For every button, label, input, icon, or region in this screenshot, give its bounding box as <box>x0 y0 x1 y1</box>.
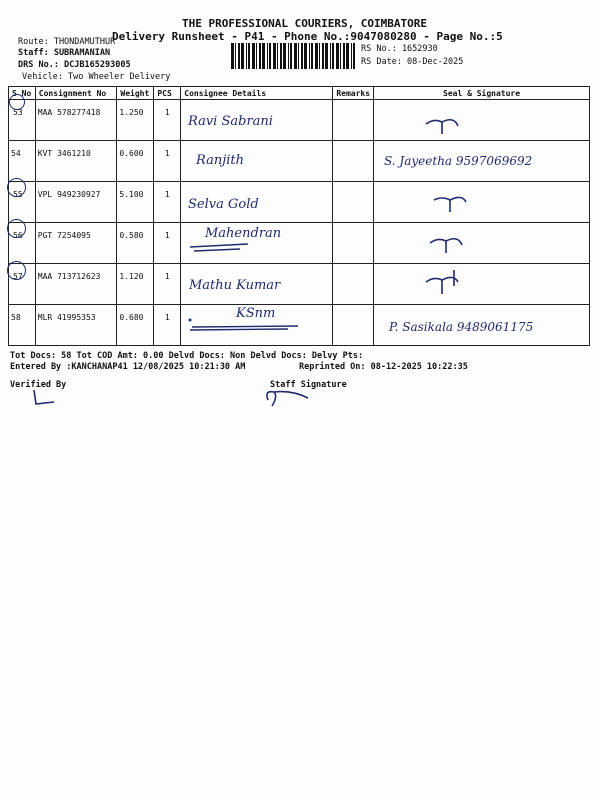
rs-date: RS Date: 08-Dec-2025 <box>361 57 464 67</box>
consignee-handwriting-53: Ravi Sabrani <box>188 114 273 129</box>
cell-pcs-text: 1 <box>164 108 170 117</box>
col-consignment: Consignment No <box>35 87 117 100</box>
cell-remarks <box>333 264 374 305</box>
cell-weight-text: 0.580 <box>119 231 144 240</box>
cell-sno-text: 55 <box>13 190 23 199</box>
totals-line: Tot Docs: 58 Tot COD Amt: 0.00 Delvd Docs: Non Delvd Docs: Delvy Pts: <box>10 351 364 361</box>
cell-consignment <box>35 141 117 182</box>
barcode <box>231 43 355 69</box>
col-pcs: PCS <box>154 87 181 100</box>
reprinted-on: Reprinted On: 08-12-2025 10:22:35 <box>299 362 468 372</box>
col-consignee: Consignee Details <box>181 87 333 100</box>
cell-pcs <box>154 305 181 346</box>
cell-weight <box>117 264 154 305</box>
col-weight: Weight <box>117 87 154 100</box>
cell-consignment-text: MAA 578277418 <box>37 108 101 117</box>
consignee-handwriting-58: KSnm <box>236 306 276 321</box>
cell-consignment <box>35 100 117 141</box>
cell-weight-text: 0.680 <box>119 313 144 322</box>
cell-weight <box>117 100 154 141</box>
col-remarks: Remarks <box>333 87 374 100</box>
cell-seal <box>374 264 590 305</box>
cell-weight-text: 1.250 <box>119 108 144 117</box>
cell-consignment <box>35 305 117 346</box>
cell-consignment-text: VPL 949230927 <box>37 190 101 199</box>
staff-signature-label: Staff Signature <box>270 380 347 390</box>
cell-seal <box>374 182 590 223</box>
cell-sno-text: 53 <box>13 108 23 117</box>
signature-mark-56 <box>428 233 468 257</box>
cell-weight-text: 1.120 <box>119 272 144 281</box>
cell-pcs <box>154 264 181 305</box>
consignee-handwriting-54: Ranjith <box>196 153 244 168</box>
table-row <box>9 264 590 305</box>
drs-label: DRS No.: DCJB165293005 <box>18 60 131 70</box>
cell-remarks <box>333 182 374 223</box>
staff-signature <box>262 386 312 412</box>
cell-pcs <box>154 182 181 223</box>
cell-pcs-text: 1 <box>164 272 170 281</box>
cell-weight-text: 0.600 <box>119 149 144 158</box>
verified-by-label: Verified By <box>10 380 67 390</box>
seal-handwriting-58: P. Sasikala 9489061175 <box>389 320 534 334</box>
cell-sno-text: 57 <box>13 272 23 281</box>
signature-mark-55 <box>432 192 472 216</box>
table-row <box>9 223 590 264</box>
cell-pcs-text: 1 <box>164 149 170 158</box>
cell-pcs-text: 1 <box>164 231 170 240</box>
cell-sno <box>9 141 36 182</box>
cell-pcs <box>154 223 181 264</box>
runsheet-title: Delivery Runsheet - P41 - Phone No.:9047080280 - Page No.:5 <box>112 30 503 43</box>
cell-weight <box>117 141 154 182</box>
cell-consignment <box>35 182 117 223</box>
cell-consignment <box>35 223 117 264</box>
cell-seal <box>374 100 590 141</box>
cell-pcs <box>154 141 181 182</box>
signature-mark-53 <box>424 114 464 138</box>
staff-label: Staff: SUBRAMANIAN <box>18 48 111 58</box>
consignee-handwriting-55: Selva Gold <box>188 197 259 212</box>
col-sno: S No <box>9 87 36 100</box>
cell-weight <box>117 305 154 346</box>
vehicle-label: Vehicle: Two Wheeler Delivery <box>22 72 171 82</box>
cell-weight-text: 5.100 <box>119 190 144 199</box>
table-row <box>9 100 590 141</box>
table-row <box>9 182 590 223</box>
cell-consignment <box>35 264 117 305</box>
cell-sno-text: 56 <box>13 231 23 240</box>
sno-circle-53 <box>9 94 25 110</box>
sno-circle-55 <box>7 178 26 197</box>
runsheet-table <box>8 86 590 346</box>
cell-sno-text: 58 <box>11 313 21 322</box>
route-label: Route: THONDAMUTHUR <box>18 37 116 47</box>
consignee-handwriting-57: Mathu Kumar <box>189 278 281 293</box>
cell-weight <box>117 182 154 223</box>
cell-remarks <box>333 305 374 346</box>
cell-pcs-text: 1 <box>164 190 170 199</box>
cell-consignment-text: MAA 713712623 <box>37 272 101 281</box>
cell-remarks <box>333 141 374 182</box>
sno-circle-57 <box>7 261 26 280</box>
consignee-handwriting-56: Mahendran <box>205 226 282 241</box>
cell-consignment-text: MLR 41995353 <box>37 313 96 322</box>
cell-consignment-text: PGT 7254095 <box>37 231 91 240</box>
entered-by: Entered By :KANCHANAP41 12/08/2025 10:21:30 AM <box>10 362 246 372</box>
cell-weight <box>117 223 154 264</box>
signature-mark-57 <box>424 268 464 296</box>
verifier-signature <box>30 388 60 410</box>
strike-mark-58 <box>188 318 308 338</box>
cell-sno <box>9 305 36 346</box>
cell-sno-text: 54 <box>11 149 21 158</box>
cell-remarks <box>333 100 374 141</box>
strike-mark-56 <box>188 235 258 255</box>
company-title: THE PROFESSIONAL COURIERS, COIMBATORE <box>182 17 428 30</box>
cell-pcs <box>154 100 181 141</box>
cell-remarks <box>333 223 374 264</box>
seal-handwriting-54: S. Jayeetha 9597069692 <box>384 154 533 168</box>
col-seal: Seal & Signature <box>374 87 590 100</box>
cell-pcs-text: 1 <box>164 313 170 322</box>
sno-circle-56 <box>7 219 26 238</box>
cell-seal <box>374 223 590 264</box>
rs-number: RS No.: 1652930 <box>361 44 438 54</box>
cell-consignment-text: KVT 3461210 <box>37 149 91 158</box>
